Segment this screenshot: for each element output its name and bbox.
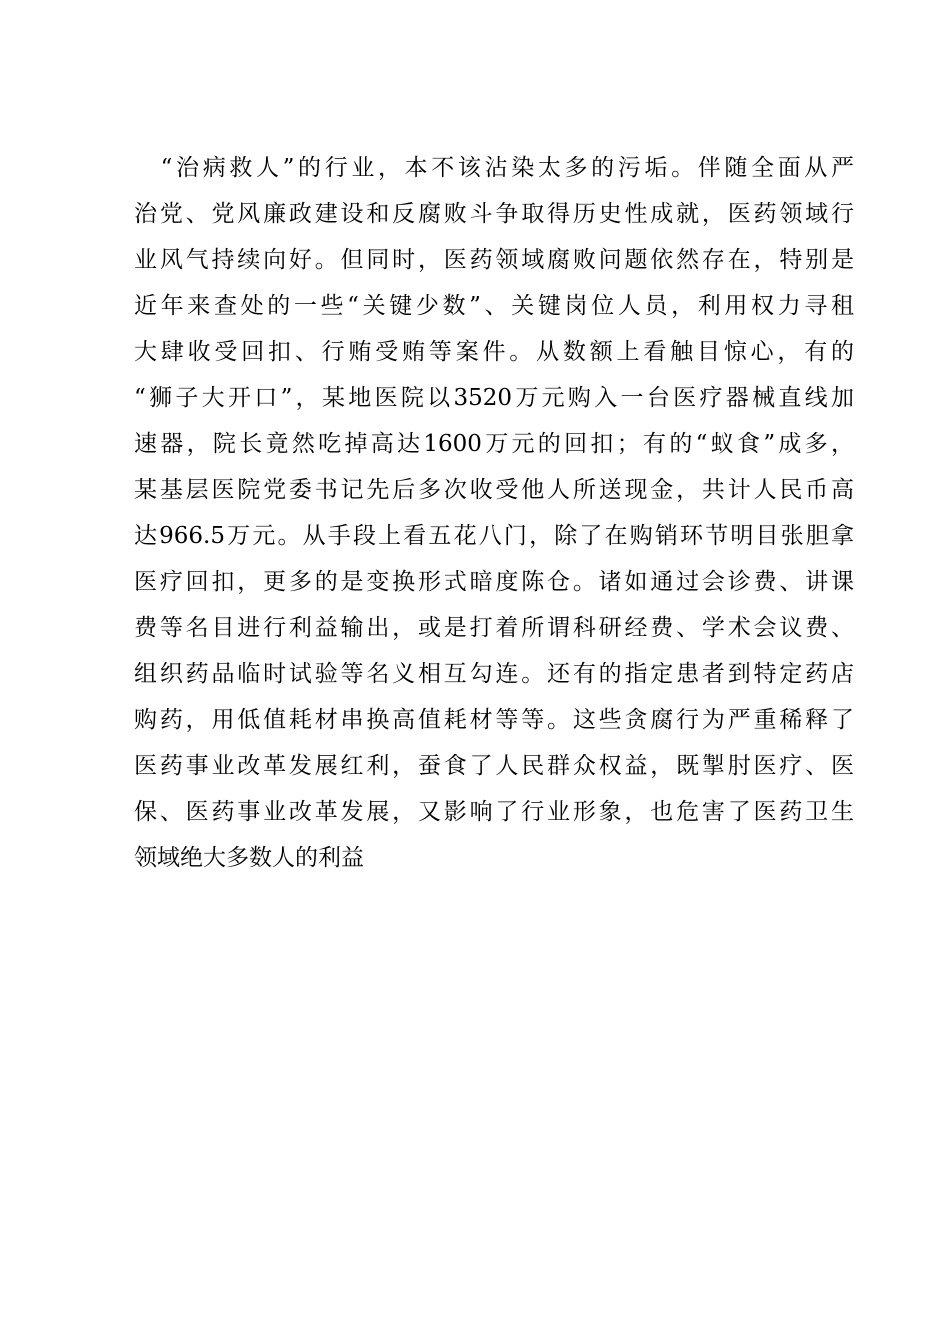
paragraph-line: 速器，院长竟然吃掉高达1600万元的回扣；有的“蚁食”成多， — [134, 431, 854, 457]
paragraph-line: 保、医药事业改革发展，又影响了行业形象，也危害了医药卫生 — [134, 799, 854, 825]
paragraph-line: 大肆收受回扣、行贿受贿等案件。从数额上看触目惊心，有的 — [134, 339, 854, 365]
paragraph-line: 近年来查处的一些“关键少数”、关键岗位人员，利用权力寻租 — [134, 293, 854, 319]
paragraph-line: 治党、党风廉政建设和反腐败斗争取得历史性成就，医药领域行 — [134, 201, 854, 227]
paragraph-line: 医疗回扣，更多的是变换形式暗度陈仓。诸如通过会诊费、讲课 — [134, 569, 854, 595]
paragraph-line: 某基层医院党委书记先后多次收受他人所送现金，共计人民币高 — [134, 477, 854, 503]
paragraph-line: 业风气持续向好。但同时，医药领域腐败问题依然存在，特别是 — [134, 247, 854, 273]
paragraph-line: 达966.5万元。从手段上看五花八门，除了在购销环节明目张胆拿 — [134, 523, 854, 549]
paragraph-line: 费等名目进行利益输出，或是打着所谓科研经费、学术会议费、 — [134, 615, 854, 641]
paragraph-line: 领域绝大多数人的利益 — [134, 845, 364, 871]
paragraph-line: 组织药品临时试验等名义相互勾连。还有的指定患者到特定药店 — [134, 661, 854, 687]
paragraph-line: 购药，用低值耗材串换高值耗材等等。这些贪腐行为严重稀释了 — [134, 707, 854, 733]
paragraph-line: 医药事业改革发展红利，蚕食了人民群众权益，既掣肘医疗、医 — [134, 753, 854, 779]
body-paragraph — [134, 145, 854, 881]
paragraph-line: “治病救人”的行业，本不该沾染太多的污垢。伴随全面从严 — [134, 155, 854, 181]
paragraph-line: “狮子大开口”，某地医院以3520万元购入一台医疗器械直线加 — [134, 385, 854, 411]
